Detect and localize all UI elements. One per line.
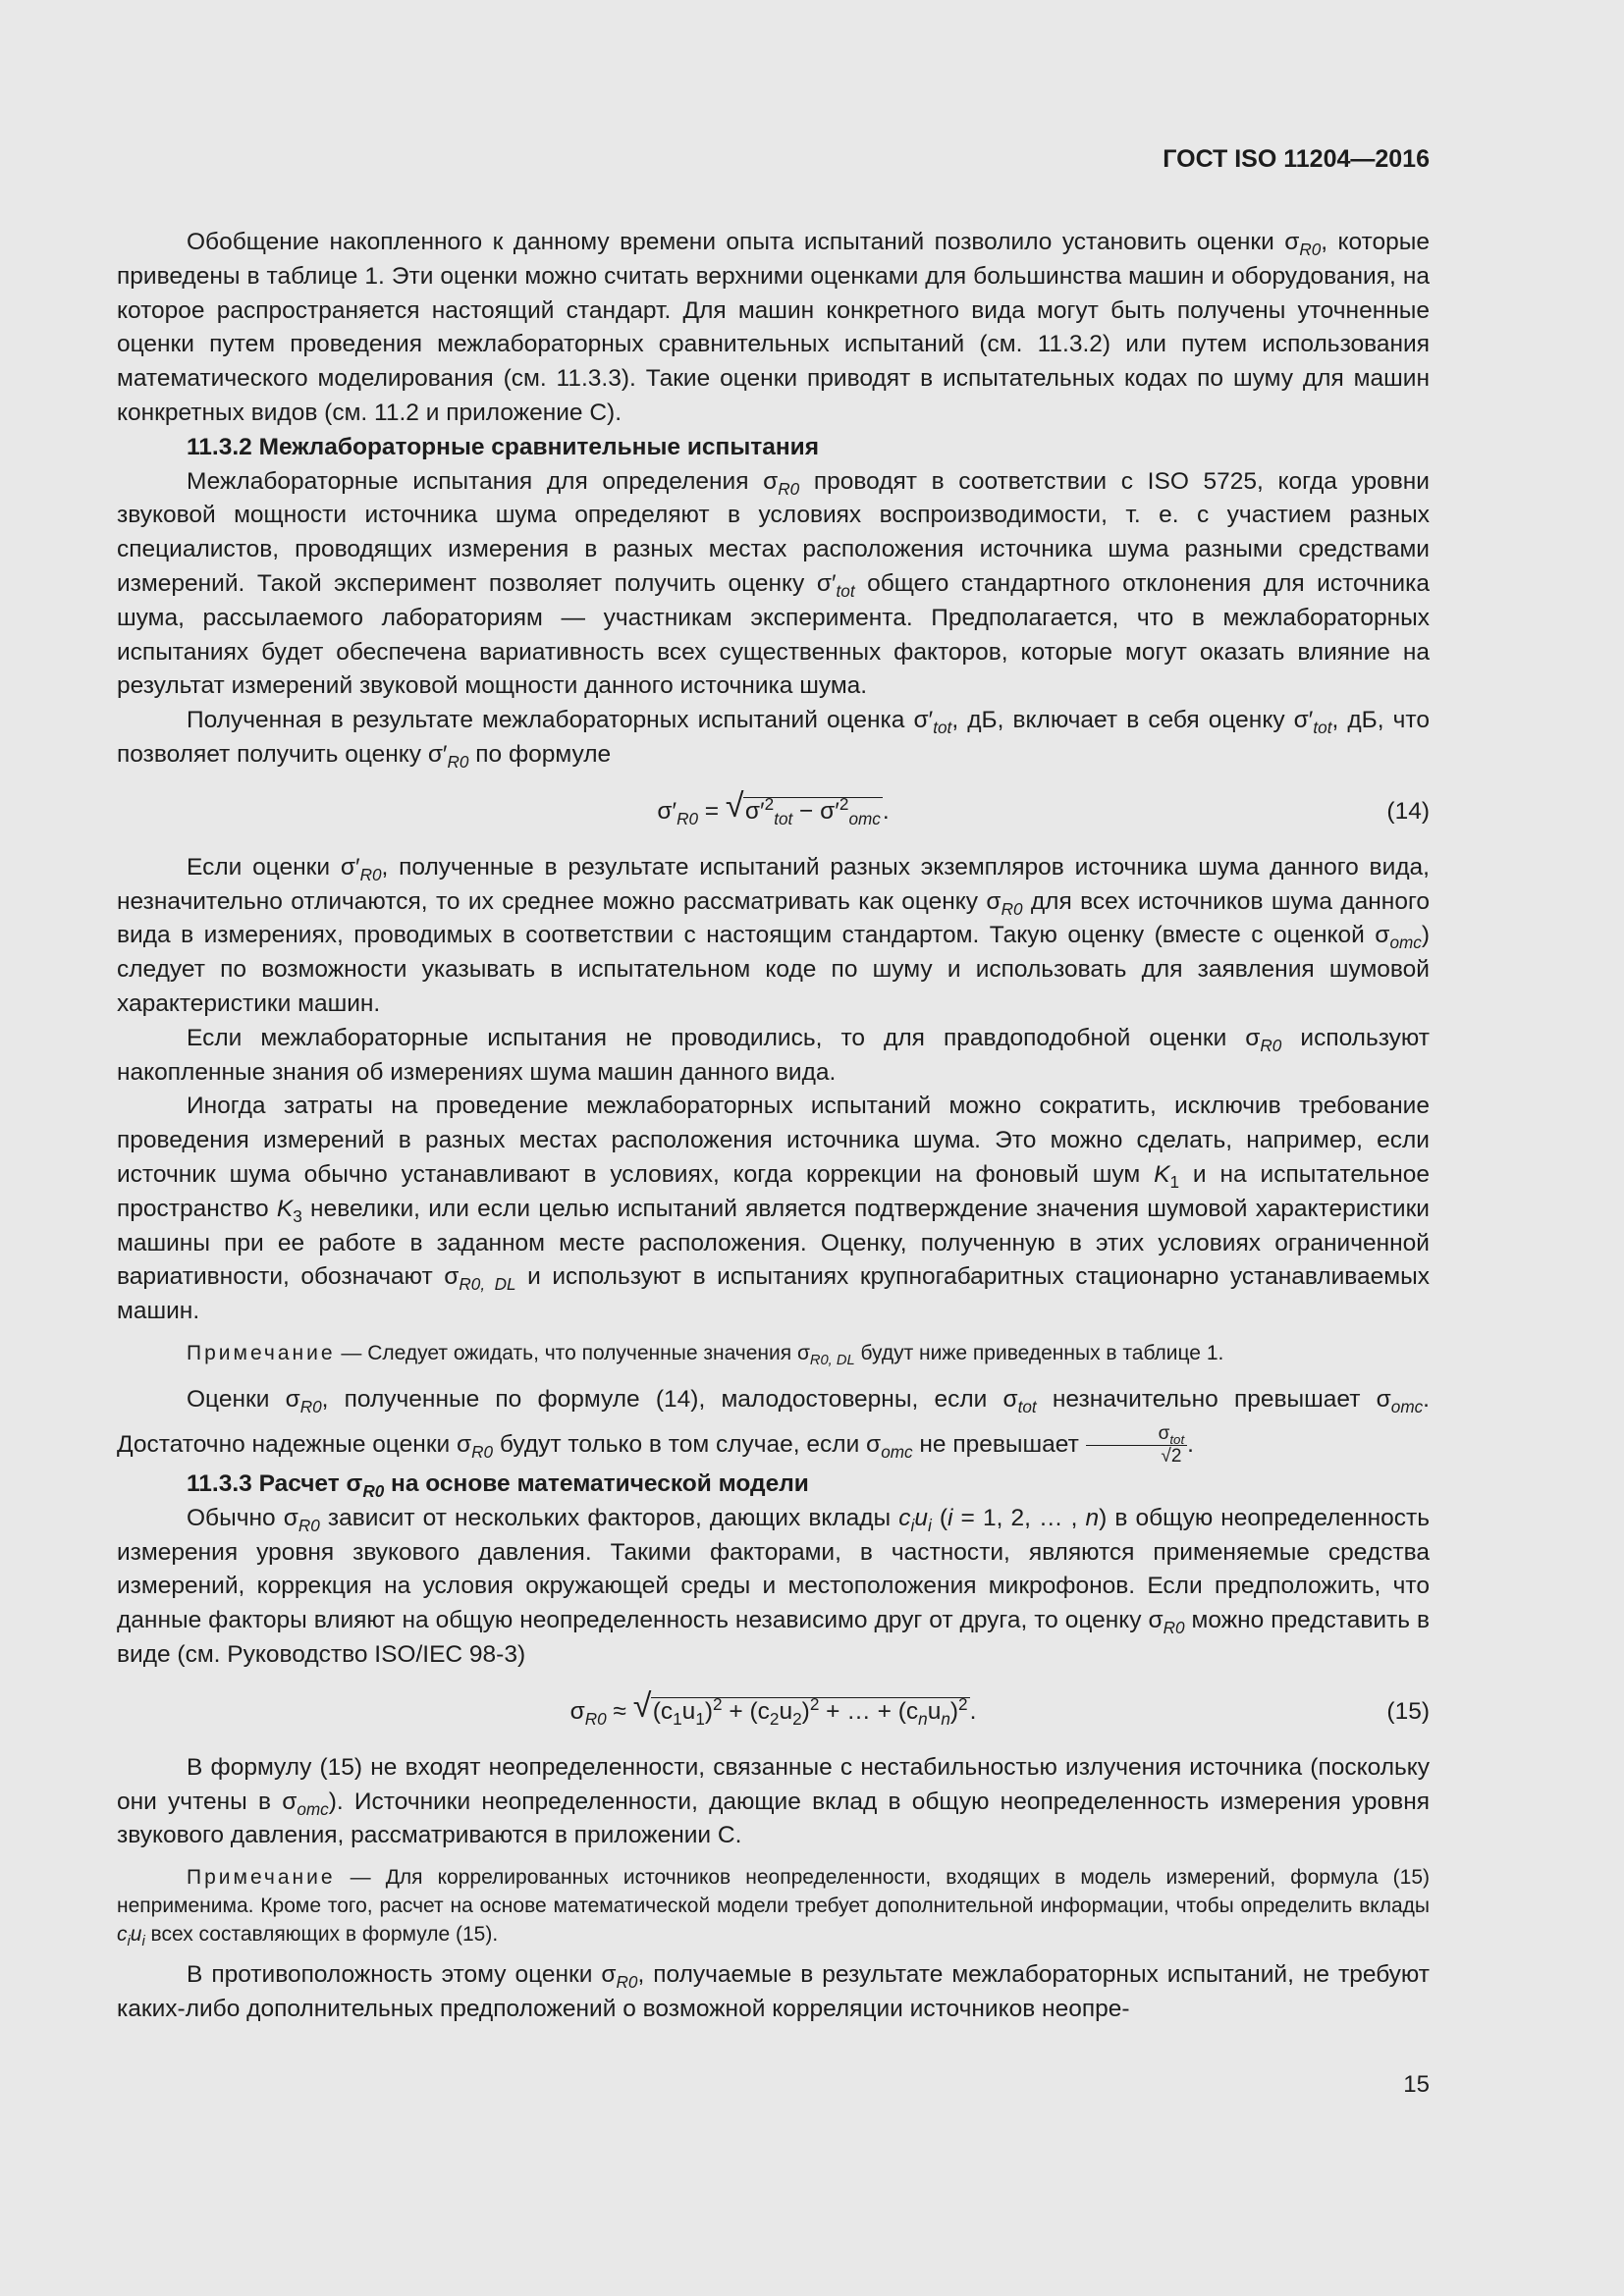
page-number: 15 [1403, 2071, 1430, 2098]
formula-14: $\sigma'_{R0}$ = √ $\sigma'^2_{tot} - \sigma'^2_{omc}$. (14) [117, 773, 1430, 851]
standard-header: ГОСТ ISO 11204—2016 [1163, 145, 1430, 173]
fraction: $\frac{\sigma_{tot}}{√2}$ [1086, 1423, 1188, 1468]
section-11-3-3-title: 11.3.3 Расчет $\sigma_{R0}$ на основе математической модели [187, 1469, 809, 1501]
sqrt-symbol: √ $(c_1u_1)^2 + (c_2u_2)^2$ + … + $(c_nu_n)^2$ [632, 1686, 968, 1729]
paragraph-contrast: В противоположность этому оценки $\sigma_{R0}$, получаемые в результате межлабораторных испытаний, не требуют каких-либо дополнительных предположений о возможной корреляции источников неопре- [117, 1961, 1430, 2022]
section-11-3-2-title: 11.3.2 Межлабораторные сравнительные испытания [187, 433, 820, 460]
paragraph-excluded: В формулу (15) не входят неопределенности, связанные с нестабильностью излучения источника (поскольку они учтены в $\sigma_{omc}$). Источники неопределенности, дающие вклад в общую неопределенность измерения уровня звукового давления, рассматриваются в приложении С. [117, 1753, 1430, 1849]
paragraph-mean-estimate: Если оценки $\sigma'_{R0}$, полученные в результате испытаний разных экземпляров источника шума данного вида, незначительно отличаются, то их среднее можно рассматривать как оценку $\sigma_{R0}$ для всех источников шума данного вида в измерениях, проводимых в соответствии с настоящим стандартом. Такую оценку (вместе с оценкой $\sigma_{omc}$) следует по возможности указывать в испытательном коде по шуму и использовать для заявления шумовой характеристики машин. [117, 853, 1430, 1017]
note-1: Примечание — Следует ожидать, что полученные значения $\sigma_{R0, DL}$ будут ниже приведенных в таблице 1. [187, 1341, 1224, 1369]
paragraph-intro: Обобщение накопленного к данному времени опыта испытаний позволило установить оценки $\sigma_{R0}$, которые приведены в таблице 1. Эти оценки можно считать верхними оценками для большинства машин и оборудования, на которое распространяется настоящий стандарт. Для машин конкретного вида могут быть получены уточненные оценки путем проведения межлабораторных сравнительных испытаний (см. 11.3.2) или путем использования математического моделирования (см. 11.3.3). Такие оценки приводят в испытательных кодах по шуму для машин конкретных видов (см. 11.2 и приложение С). [117, 229, 1430, 426]
paragraph-reduced-cost: Иногда затраты на проведение межлабораторных испытаний можно сократить, исключив требование проведения измерений в разных местах расположения источника шума. Это можно сделать, например, если источник шума обычно устанавливают в условиях, когда коррекции на фоновый шум $K_1$ и на испытательное пространство $K_3$ невелики, или если целью испытаний является подтверждение значения шумовой характеристики машины при ее работе в заданном месте расположения. Оценку, полученную в этих условиях ограниченной вариативности, обозначают $\sigma_{R0, DL}$ и используют в испытаниях крупногабаритных стационарно устанавливаемых машин. [117, 1093, 1430, 1325]
paragraph-no-interlab: Если межлабораторные испытания не проводились, то для правдоподобной оценки $\sigma_{R0}$ используют накопленные знания об измерениях шума машин данного вида. [117, 1024, 1430, 1086]
note-2: Примечание — Для коррелированных источников неопределенности, входящих в модель измерений, формула (15) неприменима. Кроме того, расчет на основе математической модели требует дополнительной информации, чтобы определить вклады $c_iu_i$ всех составляющих в формуле (15). [117, 1866, 1430, 1950]
paragraph-interlab: Межлабораторные испытания для определения $\sigma_{R0}$ проводят в соответствии с ISO 5725, когда уровни звуковой мощности источника шума определяют в условиях воспроизводимости, т. е. с участием разных специалистов, проводящих измерения в разных местах расположения источника шума разными средствами измерений. Такой эксперимент позволяет получить оценку $\sigma'_{tot}$ общего стандартного отклонения для источника шума, рассылаемого лабораториям — участникам эксперимента. Предполагается, что в межлабораторных испытаниях будет обеспечена вариативность всех существенных факторов, которые могут оказать влияние на результат измерений звуковой мощности данного источника шума. [117, 467, 1430, 700]
formula-15: $\sigma_{R0}$ ≈ √ $(c_1u_1)^2 + (c_2u_2)^2$ + … + $(c_nu_n)^2$. (15) [117, 1673, 1430, 1751]
equation-number: (15) [1386, 1697, 1430, 1725]
paragraph-factors: Обычно $\sigma_{R0}$ зависит от нескольких факторов, дающих вклады $c_iu_i$ (i = 1, 2, … , n) в общую неопределенность измерения уровня звукового давления. Такими факторами, в частности, являются применяемые средства измерений, коррекция на условия окружающей среды и местоположения микрофонов. Если предположить, что данные факторы влияют на общую неопределенность независимо друг от друга, то оценку $\sigma_{R0}$ можно представить в виде (см. Руководство ISO/IEC 98-3) [117, 1504, 1430, 1668]
paragraph-reliability: Оценки $\sigma_{R0}$, полученные по формуле (14), малодостоверны, если $\sigma_{tot}$ незначительно превышает $\sigma_{omc}$. Достаточно надежные оценки $\sigma_{R0}$ будут только в том случае, если $\sigma_{omc}$ не превышает $\frac{\sigma_{tot}}{√2}$ . [117, 1385, 1430, 1467]
page-body [117, 226, 1430, 2027]
paragraph-estimate: Полученная в результате межлабораторных испытаний оценка $\sigma'_{tot}$, дБ, включает в себя оценку $\sigma'_{tot}$, дБ, что позволяет получить оценку $\sigma'_{R0}$ по формуле [117, 707, 1431, 772]
sqrt-symbol: √ $\sigma'^2_{tot} - \sigma'^2_{omc}$ [725, 786, 881, 828]
equation-number: (14) [1386, 797, 1430, 825]
